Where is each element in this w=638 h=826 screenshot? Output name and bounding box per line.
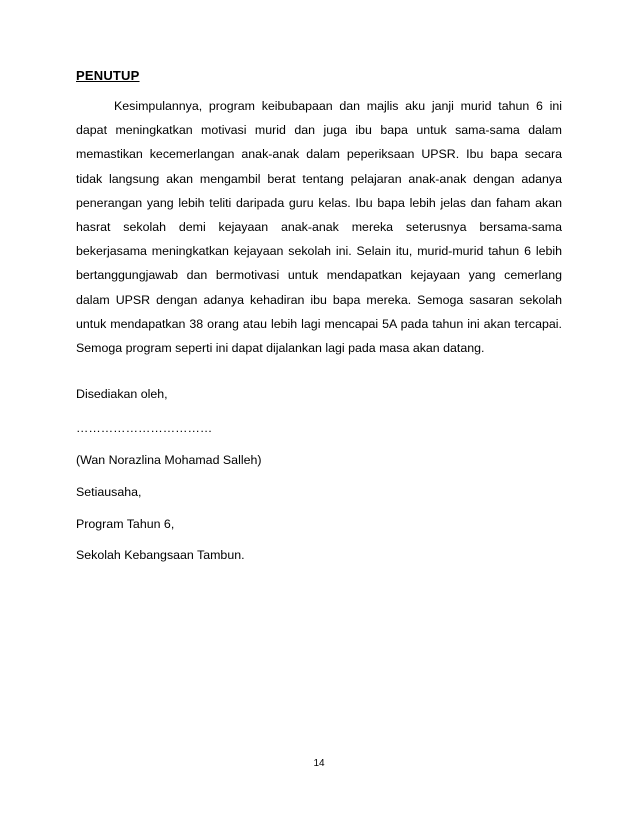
signatory-position: Setiausaha,: [76, 485, 142, 499]
paragraph-line: untuk mendapatkan 38 orang atau lebih lagi mencapai 5A pada tahun ini akan tercapai.: [76, 316, 562, 331]
prepared-by-label: Disediakan oleh,: [76, 387, 168, 401]
signature-line: ……………………………: [76, 421, 213, 435]
conclusion-paragraph: [76, 94, 562, 360]
paragraph-line: penerangan yang lebih teliti daripada guru kelas. Ibu bapa lebih jelas dan faham akan: [76, 195, 562, 210]
paragraph-line: memastikan kecemerlangan anak-anak dalam peperiksaan UPSR. Ibu bapa secara: [76, 147, 562, 162]
paragraph-line: bertanggungjawab dan bermotivasi untuk mendapatkan kejayaan yang cemerlang: [76, 268, 562, 283]
signatory-name: (Wan Norazlina Mohamad Salleh): [76, 453, 262, 467]
paragraph-line: tidak langsung akan mengambil berat tentang pelajaran anak-anak dengan adanya: [76, 171, 562, 186]
paragraph-line: hasrat sekolah demi kejayaan anak-anak mereka seterusnya bersama-sama: [76, 219, 562, 234]
program-name: Program Tahun 6,: [76, 517, 175, 531]
paragraph-line: Semoga program seperti ini dapat dijalankan lagi pada masa akan datang.: [76, 340, 485, 355]
page-number: 14: [313, 758, 325, 769]
school-name: Sekolah Kebangsaan Tambun.: [76, 548, 245, 562]
paragraph-line: bekerjasama meningkatkan kejayaan sekolah ini. Selain itu, murid-murid tahun 6 lebih: [76, 244, 562, 259]
section-heading: PENUTUP: [76, 68, 140, 83]
paragraph-line: dalam UPSR dengan adanya kehadiran ibu bapa mereka. Semoga sasaran sekolah: [76, 292, 562, 307]
paragraph-line: dapat meningkatkan motivasi murid dan juga ibu bapa untuk sama-sama dalam: [76, 123, 562, 138]
paragraph-line: Kesimpulannya, program keibubapaan dan majlis aku janji murid tahun 6 ini: [114, 99, 562, 113]
